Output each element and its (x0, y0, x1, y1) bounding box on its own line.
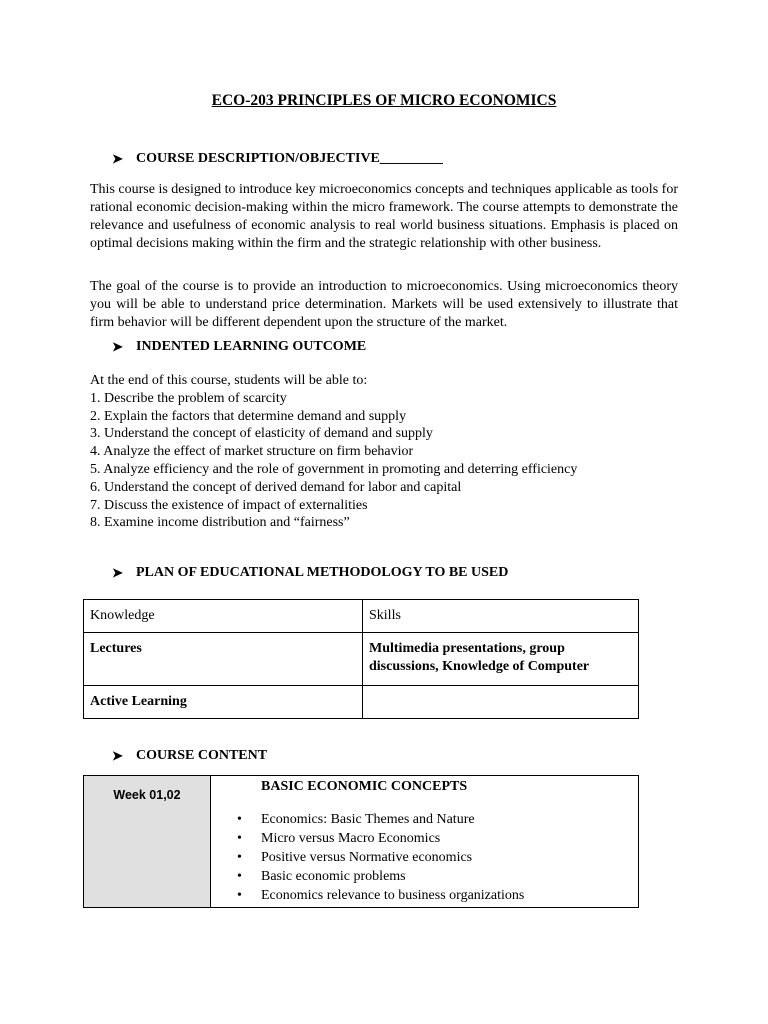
table-cell: Multimedia presentations, group discussions, Knowledge of Computer (363, 633, 639, 686)
table-row (84, 776, 639, 908)
list-item: 3. Understand the concept of elasticity of demand and supply (90, 426, 433, 442)
arrow-bullet-icon: ➤ (112, 565, 123, 580)
methodology-table (83, 599, 639, 719)
arrow-bullet-icon: ➤ (112, 151, 123, 166)
heading-course-content (112, 747, 267, 765)
topic-bullet-list (261, 810, 630, 905)
description-paragraph-1: This course is designed to introduce key microeconomics concepts and techniques applicable as tools for rational economic decision-making within the micro framework. The course attempts to demonstrate the relevance and usefulness of economic analysis to real world business situations. Emphasis is placed on optimal decisions making within the firm and the strategic relationship with other business. (90, 182, 678, 251)
list-item: 4. Analyze the effect of market structure on firm behavior (90, 444, 414, 460)
heading-text: PLAN OF EDUCATIONAL METHODOLOGY TO BE USED (136, 565, 509, 580)
table-cell (363, 686, 639, 719)
list-item: 1. Describe the problem of scarcity (90, 390, 287, 406)
list-item: 7. Discuss the existence of impact of externalities (90, 497, 368, 513)
arrow-bullet-icon: ➤ (112, 339, 123, 354)
week-cell: Week 01,02 (84, 776, 211, 908)
arrow-bullet-icon: ➤ (112, 748, 123, 763)
table-cell: Lectures (84, 633, 363, 686)
course-content-table (83, 775, 639, 908)
list-item: 2. Explain the factors that determine demand and supply (90, 408, 407, 424)
heading-text: COURSE CONTENT (136, 748, 268, 763)
topic-cell (211, 776, 639, 908)
table-header-cell: Skills (363, 600, 639, 633)
topic-title: BASIC ECONOMIC CONCEPTS (261, 779, 468, 794)
table-row (84, 633, 639, 686)
heading-course-description (112, 150, 443, 168)
table-header-cell: Knowledge (84, 600, 363, 633)
heading-methodology (112, 564, 508, 582)
table-cell: Active Learning (84, 686, 363, 719)
outcome-list (90, 372, 690, 532)
heading-text: INDENTED LEARNING OUTCOME (136, 339, 367, 354)
list-item: • Economics relevance to business organizations (261, 886, 630, 905)
list-item: 6. Understand the concept of derived demand for labor and capital (90, 479, 462, 495)
list-item: • Positive versus Normative economics (261, 848, 630, 867)
list-item: 5. Analyze efficiency and the role of government in promoting and deterring efficiency (90, 461, 578, 477)
description-paragraph-2: The goal of the course is to provide an introduction to microeconomics. Using microeconomics theory you will be able to understand price determination. Markets will be used extensively to illustrate that firm behavior will be different dependent upon the structure of the market. (90, 279, 678, 330)
heading-learning-outcome (112, 338, 366, 356)
list-item: • Basic economic problems (261, 867, 630, 886)
list-item: 8. Examine income distribution and “fairness” (90, 515, 350, 531)
table-row (84, 600, 639, 633)
heading-text: COURSE DESCRIPTION/OBJECTIVE_________ (136, 151, 443, 166)
table-row (84, 686, 639, 719)
list-item: • Micro versus Macro Economics (261, 829, 630, 848)
list-item: • Economics: Basic Themes and Nature (261, 810, 630, 829)
document-title: ECO-203 PRINCIPLES OF MICRO ECONOMICS (211, 92, 557, 109)
outcome-intro: At the end of this course, students will be able to: (90, 373, 368, 388)
